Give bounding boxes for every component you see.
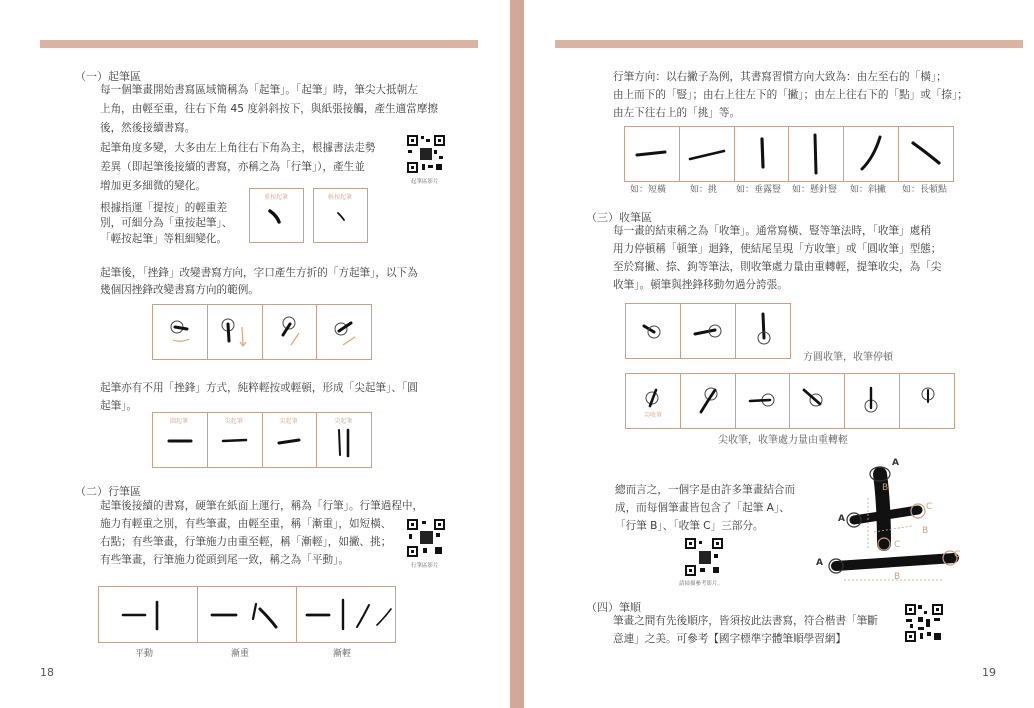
end-example	[626, 374, 681, 428]
caption: 漸重	[231, 649, 250, 659]
end-example	[736, 304, 790, 358]
sharp-end-row	[625, 373, 955, 429]
box-label: 重按起筆	[264, 194, 289, 201]
stroke-parts-diagram	[814, 454, 964, 589]
label-b: B	[882, 483, 889, 493]
direction-example	[680, 127, 735, 181]
paragraph-line: 根據指運「提按」的輕重差	[100, 202, 228, 214]
start-example	[208, 413, 263, 467]
start-example	[153, 413, 208, 467]
paragraph-line: 總而言之，一個字是由許多筆畫結合而	[615, 484, 796, 496]
example-caption: 如：斜撇	[850, 185, 887, 195]
paragraph-line: 別，可細分為「重按起筆」、	[100, 217, 233, 229]
paragraph-line: 起筆後接續的書寫，硬筆在紙面上運行，稱為「行筆」。行筆過程中，	[100, 500, 424, 512]
box-label: 尖起筆	[224, 418, 243, 425]
heavy-press-start-box	[249, 188, 304, 243]
pivot-examples-row	[152, 304, 372, 360]
stroke-pressure-row	[98, 586, 396, 643]
caption: 漸輕	[333, 649, 352, 659]
paragraph-line: 幾個因挫鋒改變書寫方向的範例。	[100, 284, 259, 296]
paragraph-line: 成，而每個筆畫皆包含了「起筆 A」、	[615, 502, 790, 514]
top-rule	[40, 40, 478, 48]
paragraph-line: 起筆角度多變，大多由左上角往右下角為主，根據書法走勢	[100, 142, 376, 154]
paragraph-line: 筆畫之間有先後順序，皆須按此法書寫，符合楷書「筆斷	[613, 615, 878, 627]
paragraph-line: 上角，由輕至重，往右下角 45 度斜斜按下，與紙張接觸，產生適當摩擦	[100, 103, 439, 115]
end-example	[681, 374, 736, 428]
direction-example	[789, 127, 844, 181]
box-label: 尖起筆	[279, 418, 298, 425]
paragraph-line: 每一畫的結束稱之為「收筆」。通常寫橫、豎等筆法時，「收筆」處稍	[613, 225, 931, 237]
stroke-example-lighter	[297, 587, 395, 642]
top-rule	[555, 40, 1023, 48]
example-caption: 如：長頓點	[902, 185, 948, 195]
square-round-end-row	[625, 303, 791, 359]
end-example	[736, 374, 791, 428]
paragraph-line: 收筆」。頓筆與挫鋒移動勿過分誇張。	[613, 279, 788, 291]
pivot-example	[208, 305, 263, 359]
paragraph-line: 後，然後接續書寫。	[100, 122, 196, 134]
paragraph-line: 起筆」。	[100, 400, 138, 412]
pivot-example	[263, 305, 318, 359]
stroke-example-heavier	[198, 587, 297, 642]
paragraph-line: 至於寫撇、捺、鉤等筆法，則收筆處力量由重轉輕，提筆收尖，為「尖	[613, 261, 942, 273]
caption: 方圓收筆，收筆停頓	[803, 352, 893, 363]
pivot-example	[317, 305, 371, 359]
qr-caption: 起筆區影片	[411, 179, 439, 185]
paragraph-line: 「行筆 B」、「收筆 C」三部分。	[615, 520, 764, 532]
paragraph-line: 意連」之美。可參考【國字標準字體筆順學習網】	[613, 633, 847, 645]
end-example	[845, 374, 900, 428]
example-caption: 如：懸針豎	[792, 185, 838, 195]
label-a: A	[838, 514, 845, 524]
paragraph-line: 起筆亦有不用「挫鋒」方式，純粹輕按或輕頓，形成「尖起筆」、「圓	[100, 382, 418, 394]
label-c: C	[894, 540, 901, 550]
right-page	[524, 0, 1034, 708]
paragraph-line: 增加更多細微的變化。	[100, 180, 206, 192]
section-title-end: （三）收筆區	[586, 211, 652, 224]
pivot-example	[153, 305, 208, 359]
end-example	[681, 304, 736, 358]
label-b: B	[894, 572, 901, 582]
book-spine	[510, 0, 524, 708]
page-number: 18	[40, 666, 54, 679]
paragraph-line: 行筆方向：以右撇子為例，其書寫習慣方向大致為：由左至右的「橫」；	[613, 71, 947, 83]
end-example	[790, 374, 845, 428]
caption: 尖收筆，收筆處力量由重轉輕	[718, 435, 848, 446]
section-title-order: （四）筆順	[586, 601, 641, 614]
qr-code-icon[interactable]	[406, 518, 446, 558]
stroke-example-even	[99, 587, 198, 642]
qr-code-icon[interactable]	[406, 134, 446, 174]
label-a: A	[816, 558, 823, 568]
box-label: 尖起筆	[334, 418, 353, 425]
qr-caption: 請掃描參考影片。	[679, 581, 724, 587]
left-page	[0, 0, 510, 708]
box-label: 尖收筆	[644, 412, 663, 419]
stroke-direction-row	[624, 126, 954, 182]
round-sharp-start-row	[152, 412, 372, 468]
start-example	[263, 413, 318, 467]
qr-caption: 行筆區影片	[411, 563, 439, 569]
paragraph-line: 「輕按起筆」等粗細變化。	[100, 233, 228, 245]
label-a: A	[892, 458, 899, 468]
direction-example	[844, 127, 899, 181]
paragraph-line: 施力有輕重之別，有些筆畫，由輕至重，稱「漸重」，如短橫、	[100, 518, 392, 530]
paragraph-line: 有些筆畫，行筆施力從頭到尾一致，稱之為「平動」。	[100, 554, 349, 566]
example-caption: 如：垂露豎	[736, 185, 782, 195]
label-b: B	[922, 526, 929, 536]
label-c: C	[926, 502, 933, 512]
direction-example	[899, 127, 953, 181]
box-label: 輕按起筆	[328, 194, 353, 201]
example-caption: 如：短橫	[630, 185, 667, 195]
paragraph-line: 用力停頓稱「頓筆」迴鋒，使結尾呈現「方收筆」或「圓收筆」型態；	[613, 243, 942, 255]
paragraph-line: 起筆後，「挫鋒」改變書寫方向，字口產生方折的「方起筆」，以下為	[100, 267, 418, 279]
direction-example	[625, 127, 680, 181]
paragraph-line: 右點；有些筆畫，行筆施力由重至輕，稱「漸輕」，如撇、挑；	[100, 536, 392, 548]
box-label: 圓起筆	[170, 418, 189, 425]
example-caption: 如：挑	[690, 185, 718, 195]
paragraph-line: 由左下往右上的「挑」等。	[613, 107, 741, 119]
label-c: C	[954, 550, 961, 560]
light-press-start-box	[313, 188, 368, 243]
end-example	[626, 304, 681, 358]
qr-code-icon[interactable]	[904, 603, 944, 643]
paragraph-line: 每一個筆畫開始書寫區域簡稱為「起筆」。「起筆」時，筆尖大抵朝左	[100, 84, 418, 96]
page-number: 19	[982, 666, 996, 679]
qr-code-icon[interactable]	[684, 537, 724, 577]
start-example	[317, 413, 371, 467]
direction-example	[735, 127, 790, 181]
paragraph-line: 差異（即起筆後接續的書寫，亦稱之為「行筆」），產生並	[100, 161, 365, 173]
caption: 平動	[135, 649, 154, 659]
paragraph-line: 由上而下的「豎」；由右上往左下的「撇」；由左上往右下的「點」或「捺」；	[613, 89, 968, 101]
section-title-stroke: （二）行筆區	[75, 485, 141, 498]
section-title-start: （一）起筆區	[75, 70, 141, 83]
end-example	[900, 374, 954, 428]
